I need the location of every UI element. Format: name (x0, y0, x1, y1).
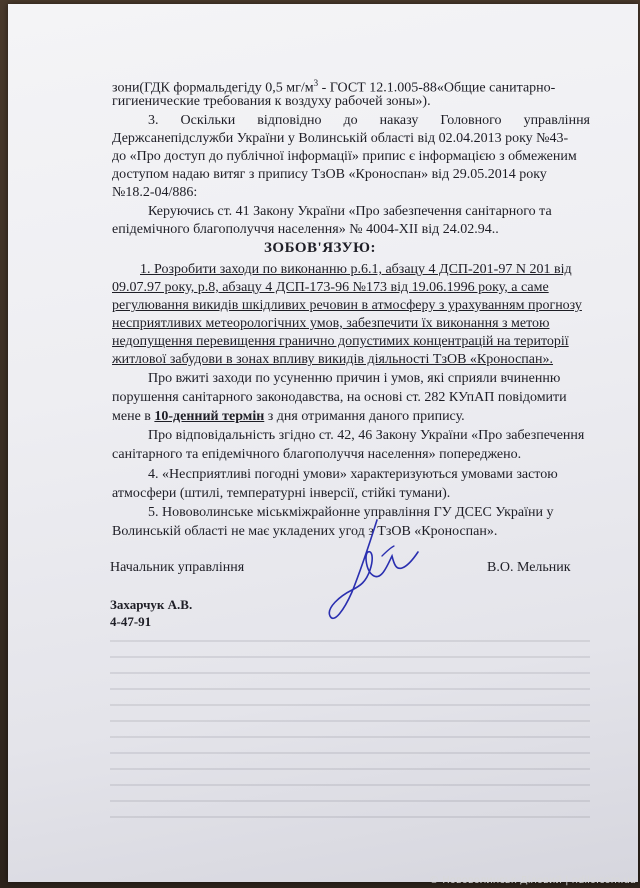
law-line-2: епідемічного благополуччя населення» № 4004-XII від 24.02.94.. (112, 222, 499, 237)
p3-line-2: Держсанепідслужби України у Волинській області від 02.04.2013 року №43- (112, 131, 569, 146)
p4-line-1: 4. «Несприятливі погодні умови» характеризуються умовами застою (148, 467, 558, 482)
liability-line-2: санітарного та епідемічного благополуччя населення» попереджено. (112, 447, 522, 462)
measures-line-1: Про вжиті заходи по усуненню причин і умов, які сприяли вчиненню (148, 371, 561, 386)
p3-line-5: №18.2-04/886: (112, 185, 198, 200)
p3-line-1: 3. Оскільки відповідно до наказу Головного управління (148, 113, 590, 128)
oblige-line-3: регулювання викидів шкідливих речовин в атмосферу з урахуванням прогнозу (112, 298, 582, 313)
watermark: © Нововолинськ Діловий | ndilo.com.ua (429, 875, 636, 886)
oblige-line-2: 09.07.97 року, р.8, абзацу 4 ДСП-173-96 №173 від 19.06.1996 року, а саме (112, 280, 549, 295)
executor-name: Захарчук А.В. (110, 597, 193, 612)
signatory-title: Начальник управління (110, 560, 245, 575)
signatory-name: В.О. Мельник (487, 560, 571, 575)
p3-line-4: доступом надаю витяг з припису ТзОВ «Кроноспан» від 29.05.2014 року (112, 167, 547, 182)
law-line-1: Керуючись ст. 41 Закону України «Про забезпечення санітарного та (148, 204, 552, 219)
oblige-line-5: недопущення перевищення гранично допустимих концентрацій на території (112, 334, 569, 349)
liability-line-1: Про відповідальність згідно ст. 42, 46 Закону України «Про забезпечення (148, 428, 585, 443)
oblige-line-6: житлової забудови в зонах впливу викидів діяльності ТзОВ «Кроноспан». (112, 352, 554, 367)
executor-phone: 4-47-91 (110, 614, 152, 629)
measures-line-2: порушення санітарного законодавства, на основі ст. 282 КУпАП повідомити (112, 390, 567, 405)
p-cont-line-2: гигиенические требования к воздуху рабочей зоны»). (112, 94, 431, 109)
p5-line-2: Волинській області не має укладених угод з ТзОВ «Кроноспан». (112, 524, 498, 539)
oblige-line-4: несприятливих метеорологічних умов, забезпечити їх виконання з метою (112, 316, 550, 331)
deadline-emphasis: 10-денний термін (154, 409, 265, 424)
oblige-line-1: 1. Розробити заходи по виконанню р.6.1, абзацу 4 ДСП-201-97 N 201 від (140, 262, 572, 277)
p5-line-1: 5. Нововолинське міськміжрайонне управління ГУ ДСЕС України у (148, 505, 554, 520)
p-cont-line-1: зони(ГДК формальдегіду 0,5 $мг/м^3$ - ГОСТ 12.1.005-88«Общие санитарно- (112, 78, 556, 96)
p4-line-2: атмосфери (штилі, температурні інверсії, стійкі тумани). (112, 486, 451, 501)
p3-line-3: до «Про доступ до публічної інформації» припис є інформацією з обмеженим (112, 149, 577, 164)
handwritten-signature (322, 512, 422, 632)
oblige-heading: ЗОБОВ'ЯЗУЮ: (263, 240, 376, 256)
measures-line-3: мене в 10-денний термін з дня отримання даного припису. (112, 409, 465, 424)
